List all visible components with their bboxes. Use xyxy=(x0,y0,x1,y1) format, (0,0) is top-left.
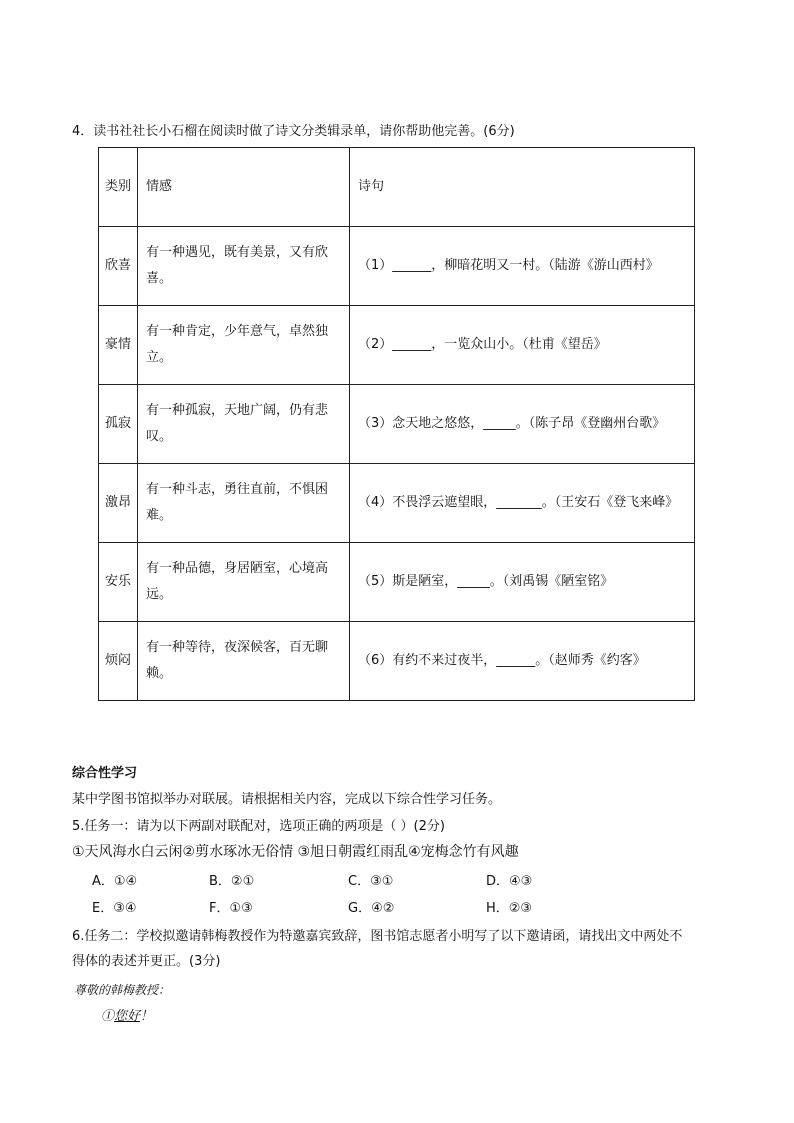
letter-line-1 xyxy=(101,1005,153,1024)
question-6-prompt-line1: 6.任务二：学校拟邀请韩梅教授作为特邀嘉宾致辞，图书馆志愿者小明写了以下邀请函，请找出文中两处不 xyxy=(72,929,683,944)
table-header-row xyxy=(99,148,695,227)
row-category: 豪情 xyxy=(99,306,138,385)
option-d: D．④③ xyxy=(486,874,533,889)
row-category: 激昂 xyxy=(99,464,138,543)
option-c: C．③① xyxy=(348,874,394,889)
header-category: 类别 xyxy=(99,148,138,227)
row-verse: （3）念天地之悠悠，_____。（陈子昂《登幽州台歌》 xyxy=(350,385,695,464)
row-verse: （4）不畏浮云遮望眼，_______。（王安石《登飞来峰》 xyxy=(350,464,695,543)
row-verse: （1）______，柳暗花明又一村。（陆游《游山西村》 xyxy=(350,227,695,306)
row-emotion: 有一种品德，身居陋室，心境高远。 xyxy=(138,543,350,622)
question-5-prompt: 5.任务一：请为以下两副对联配对，选项正确的两项是（ ）(2分) xyxy=(72,819,445,834)
header-emotion: 情感 xyxy=(138,148,350,227)
row-emotion: 有一种斗志，勇往直前，不惧困难。 xyxy=(138,464,350,543)
poem-table xyxy=(98,147,695,701)
letter-line-number: ① xyxy=(101,1009,115,1024)
row-category: 安乐 xyxy=(99,543,138,622)
option-g: G．④② xyxy=(348,901,395,916)
row-emotion: 有一种遇见，既有美景，又有欣喜。 xyxy=(138,227,350,306)
row-emotion: 有一种肯定，少年意气，卓然独立。 xyxy=(138,306,350,385)
row-emotion: 有一种等待，夜深候客，百无聊赖。 xyxy=(138,622,350,701)
row-category: 烦闷 xyxy=(99,622,138,701)
row-category: 欣喜 xyxy=(99,227,138,306)
option-f: F．①③ xyxy=(209,901,253,916)
option-b: B．②① xyxy=(209,874,255,889)
row-verse: （2）______，一览众山小。（杜甫《望岳》 xyxy=(350,306,695,385)
section-title: 综合性学习 xyxy=(72,766,138,781)
row-category: 孤寂 xyxy=(99,385,138,464)
option-e: E．③④ xyxy=(92,901,137,916)
option-h: H．②③ xyxy=(486,901,533,916)
question-4-prompt: 4．读书社社长小石榴在阅读时做了诗文分类辑录单，请你帮助他完善。(6分) xyxy=(72,124,515,139)
table-row xyxy=(99,385,695,464)
table-row xyxy=(99,306,695,385)
question-6-prompt-line2: 得体的表述并更正。(3分) xyxy=(72,954,221,969)
row-verse: （6）有约不来过夜半，______。（赵师秀《约客》 xyxy=(350,622,695,701)
table-row xyxy=(99,464,695,543)
letter-salutation: 尊敬的韩梅教授： xyxy=(74,983,171,997)
header-verse: 诗句 xyxy=(350,148,695,227)
table-row xyxy=(99,227,695,306)
letter-greeting-punct: ！ xyxy=(140,1009,154,1024)
table-row xyxy=(99,622,695,701)
couplet-options: ①天风海水白云闲②剪水琢冰无俗情 ③旭日朝霞红雨乱④宠梅念竹有风趣 xyxy=(72,844,519,860)
option-a: A．①④ xyxy=(92,874,138,889)
letter-greeting: 您好 xyxy=(114,1009,141,1024)
section-intro: 某中学图书馆拟举办对联展。请根据相关内容，完成以下综合性学习任务。 xyxy=(72,792,502,807)
table-row xyxy=(99,543,695,622)
row-verse: （5）斯是陋室，_____。（刘禹锡《陋室铭》 xyxy=(350,543,695,622)
row-emotion: 有一种孤寂，天地广阔，仍有悲叹。 xyxy=(138,385,350,464)
